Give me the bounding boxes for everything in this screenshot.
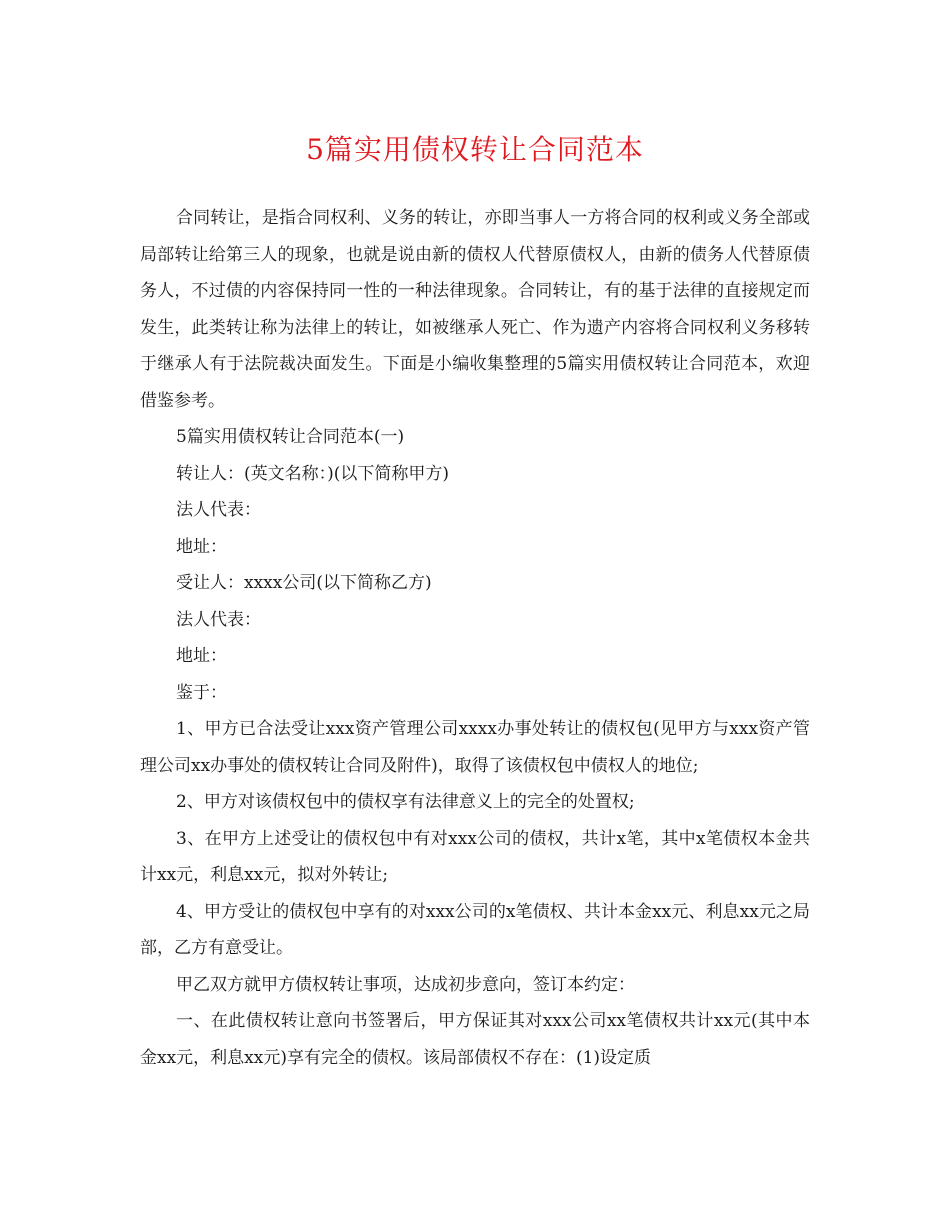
whereas-line: 鉴于： xyxy=(176,682,227,703)
transferee-address-line: 地址： xyxy=(176,646,227,666)
document-title: 5篇实用债权转让合同范本 xyxy=(306,133,644,166)
transferee-legal-rep-line: 法人代表： xyxy=(176,609,261,630)
clause-1: 1、甲方已合法受让xxx资产管理公司xxxx办事处转让的债权包(见甲方与xxx资产管理公司xx办事处的债权转让合同及附件)，取得了该债权包中债权人的地位; xyxy=(140,719,810,776)
agreement-statement: 甲乙双方就甲方债权转让事项，达成初步意向，签订本约定： xyxy=(176,974,635,995)
clause-3: 3、在甲方上述受让的债权包中有对xxx公司的债权，共计x笔，其中x笔债权本金共计xx元，利息xx元，拟对外转让; xyxy=(140,828,810,885)
clause-2: 2、甲方对该债权包中的债权享有法律意义上的完全的处置权; xyxy=(176,792,635,812)
clause-4: 4、甲方受让的债权包中享有的对xxx公司的x笔债权、共计本金xx元、利息xx元之局部，乙方有意受让。 xyxy=(140,901,810,958)
transferor-line: 转让人：(英文名称：)(以下简称甲方) xyxy=(176,463,450,484)
transferor-address-line: 地址： xyxy=(176,536,227,557)
intro-paragraph: 合同转让，是指合同权利、义务的转让，亦即当事人一方将合同的权利或义务全部或局部转让给第三人的现象，也就是说由新的债权人代替原债权人，由新的债务人代替原债务人，不过债的内容保持同一性的一种法律现象。合同转让，有的基于法律的直接规定而发生，此类转让称为法律上的转让，如被继承人死亡、作为遗产内容将合同权利义务移转于继承人有于法院裁决面发生。下面是小编收集整理的5篇实用债权转让合同范本，欢迎借鉴参考。 xyxy=(140,208,810,411)
article-1: 一、在此债权转让意向书签署后，甲方保证其对xxx公司xx笔债权共计xx元(其中本金xx元，利息xx元)享有完全的债权。该局部债权不存在：(1)设定质 xyxy=(140,1011,810,1068)
transferor-legal-rep-line: 法人代表： xyxy=(176,500,261,520)
section-heading: 5篇实用债权转让合同范本(一) xyxy=(176,427,405,447)
transferee-line: 受让人：xxxx公司(以下简称乙方) xyxy=(176,573,432,593)
